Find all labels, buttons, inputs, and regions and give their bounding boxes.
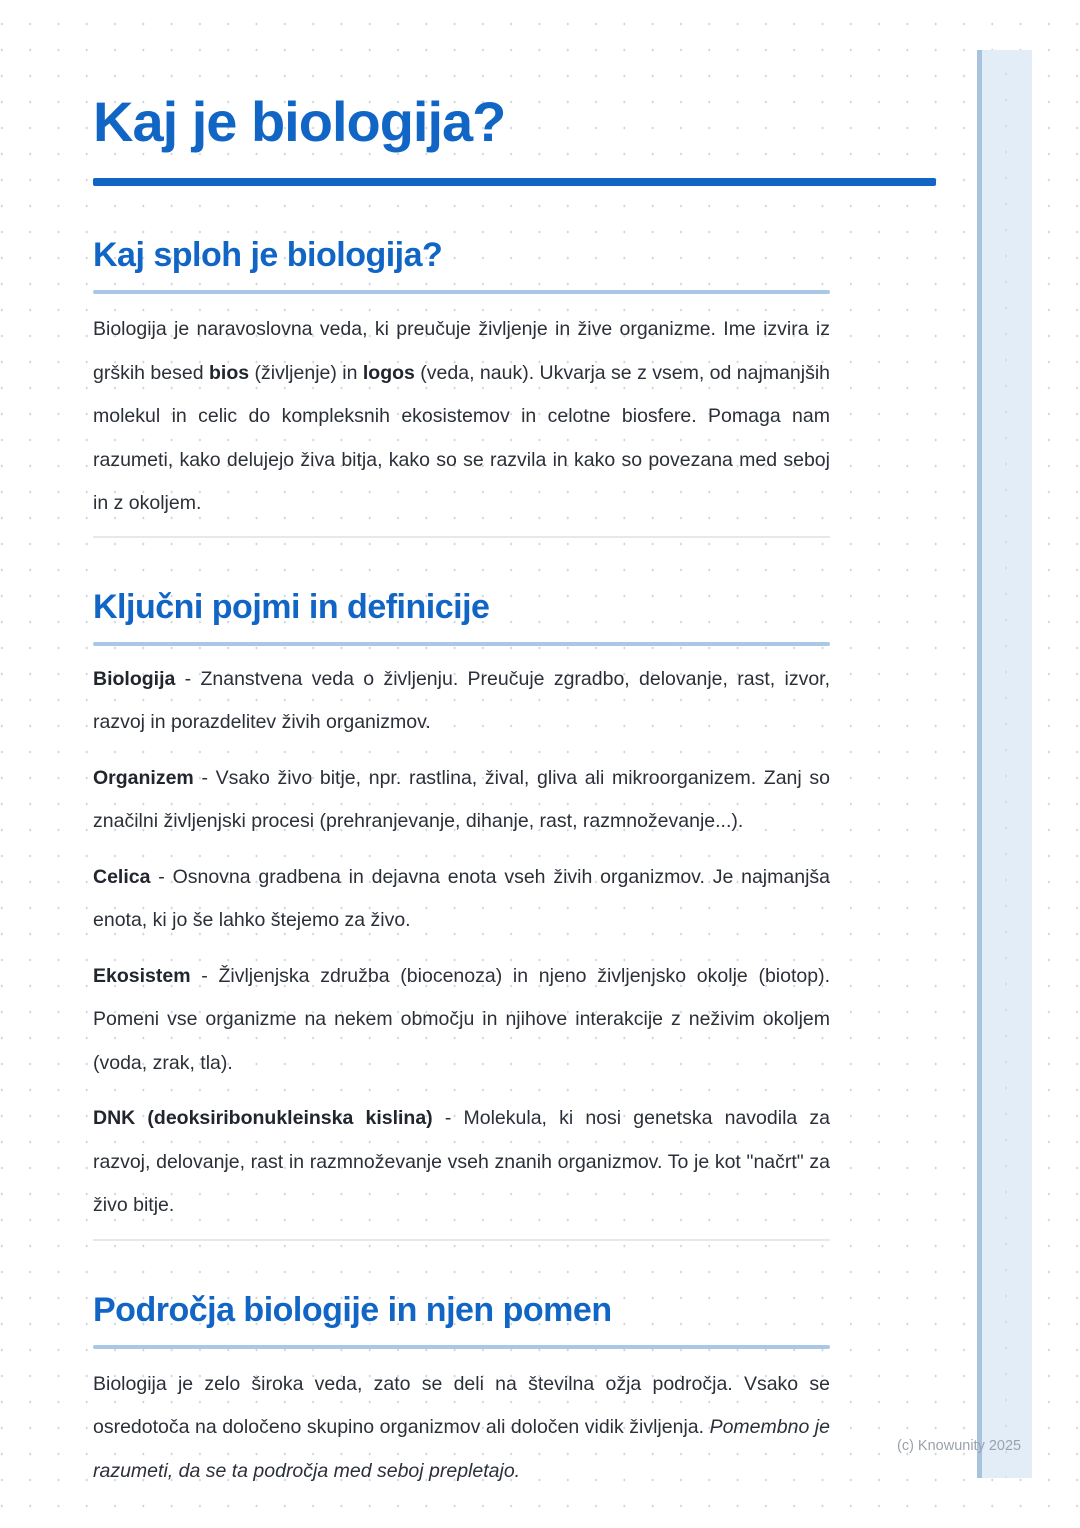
intro-bold-bios: bios	[209, 361, 250, 384]
section-heading-intro: Kaj sploh je biologija?	[93, 236, 443, 274]
definition-term: Ekosistem	[93, 964, 191, 987]
side-stripe	[977, 50, 1032, 1478]
definition-term: Biologija	[93, 667, 176, 690]
definition-term: Celica	[93, 865, 151, 888]
fields-text-italic: Pomembno je razumeti, da se ta področja med seboj prepletajo.	[93, 1416, 830, 1482]
definition-text: - Vsako živo bitje, npr. rastlina, žival, gliva ali mikroorganizem. Zanj so značilni življenjski procesi (prehranjevanje, dihanje, rast, razmnoževanje...).	[93, 766, 831, 832]
definition-item	[93, 955, 830, 1086]
definition-item	[93, 658, 830, 745]
definition-term: Organizem	[93, 766, 194, 789]
definition-term: DNK (deoksiribonukleinska kislina)	[93, 1107, 433, 1129]
definition-text: - Molekula, ki nosi genetska navodila za razvoj, delovanje, rast in razmnoževanje vseh znanih organizmov. To je kot "načrt" za živo bitje.	[93, 1107, 831, 1216]
heading-underline	[93, 290, 830, 294]
definitions-list	[93, 658, 830, 1228]
definition-text: - Življenjska združba (biocenoza) in njeno življenjsko okolje (biotop). Pomeni vse organizme na nekem območju in njihove interakcije z neživim okoljem (voda, zrak, tla).	[93, 964, 830, 1074]
intro-text-b: (življenje) in	[249, 361, 363, 384]
section-heading-key-terms: Ključni pojmi in definicije	[93, 587, 490, 626]
definition-item	[93, 856, 830, 943]
heading-underline	[93, 642, 830, 646]
definition-item	[93, 757, 830, 844]
definition-text: - Znanstvena veda o življenju. Preučuje zgradbo, delovanje, rast, izvor, razvoj in porazdelitev živih organizmov.	[93, 667, 830, 733]
section-heading-fields: Področja biologije in njen pomen	[93, 1290, 612, 1329]
definition-text: - Osnovna gradbena in dejavna enota vseh živih organizmov. Je najmanjša enota, ki jo še lahko štejemo za živo.	[93, 865, 830, 931]
definition-item	[93, 1097, 830, 1228]
intro-text-c: (veda, nauk). Ukvarja se z vsem, od najmanjših molekul in celic do kompleksnih ekosistemov in celotne biosfere. Pomaga nam razumeti, kako delujejo živa bitja, kako so se razvila in kako so povezana med seboj in z okoljem.	[93, 361, 830, 514]
section-divider	[93, 1239, 830, 1241]
section-divider	[93, 536, 830, 538]
page-title: Kaj je biologija?	[93, 90, 506, 153]
fields-text-regular: Biologija je zelo široka veda, zato se deli na številna ožja področja. Vsako se osredotoča na določeno skupino organizmov ali določen vidik življenja.	[93, 1372, 830, 1438]
title-rule	[93, 178, 936, 186]
heading-underline	[93, 1345, 830, 1349]
fields-paragraph	[93, 1363, 830, 1494]
intro-bold-logos: logos	[362, 361, 415, 384]
page-content	[93, 0, 830, 1493]
intro-text-a: Biologija je naravoslovna veda, ki preučuje življenje in žive organizme. Ime izvira iz grških besed	[93, 318, 830, 384]
intro-paragraph	[93, 308, 830, 526]
footer-credit: (c) Knowunity 2025	[897, 1438, 1022, 1454]
